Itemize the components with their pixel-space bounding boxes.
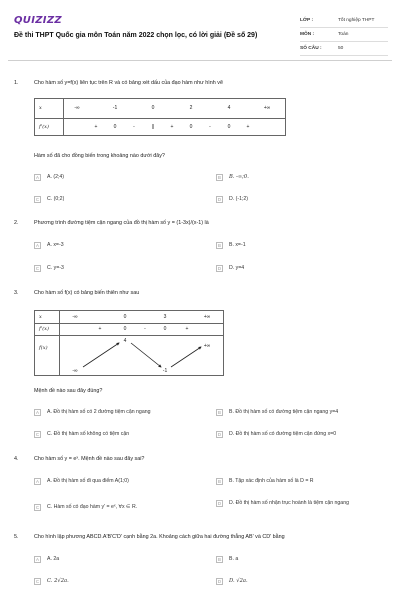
question-number: 4. bbox=[14, 456, 19, 462]
table-cell: + bbox=[94, 124, 98, 130]
answer-option-c[interactable] bbox=[34, 263, 64, 273]
answer-option-b[interactable] bbox=[216, 407, 338, 417]
option-letter-box: C bbox=[35, 504, 40, 510]
question-4 bbox=[14, 456, 386, 526]
option-text: B. -∞;0. bbox=[229, 173, 249, 180]
question-prompt: Mệnh đề nào sau đây đúng? bbox=[34, 388, 103, 394]
quizizz-logo: QUIZIZZ bbox=[14, 15, 62, 26]
answer-option-c[interactable] bbox=[34, 576, 69, 586]
table-head-f: f(x) bbox=[39, 345, 48, 351]
table-cell: +∞ bbox=[203, 343, 211, 349]
answer-option-a[interactable] bbox=[34, 407, 150, 417]
table-cell: - bbox=[144, 326, 146, 332]
option-letter-box: B bbox=[216, 242, 223, 249]
option-text: D. Đồ thị hàm số có đường tiệm cận đứng x=0 bbox=[229, 430, 337, 437]
option-letter-box: C bbox=[35, 578, 40, 584]
option-text: B. a bbox=[229, 555, 239, 562]
option-letter-box: A bbox=[34, 556, 41, 563]
meta-row-class bbox=[300, 14, 388, 28]
option-text: A. Đồ thị hàm số đi qua điểm A(1;0) bbox=[47, 477, 129, 484]
question-2 bbox=[14, 220, 386, 280]
answer-option-b[interactable] bbox=[216, 240, 246, 250]
meta-key: SỐ CÂU : bbox=[300, 46, 322, 51]
table-head-x: x bbox=[39, 314, 42, 320]
table-row-x bbox=[35, 99, 285, 119]
table-cell: 0 bbox=[163, 326, 167, 332]
option-text: D. (-1;2) bbox=[229, 195, 249, 202]
table-cell: 3 bbox=[163, 314, 167, 320]
answer-option-a[interactable] bbox=[34, 476, 129, 486]
option-text: A. x=-3 bbox=[47, 241, 64, 248]
answer-option-a[interactable] bbox=[34, 240, 64, 250]
answer-option-a[interactable] bbox=[34, 172, 64, 182]
option-letter-box: A bbox=[34, 478, 41, 485]
option-letter-box: B bbox=[216, 174, 223, 181]
option-letter-box: B bbox=[216, 556, 223, 563]
option-text: C. Đồ thị hàm số không có tiệm cận bbox=[47, 430, 130, 437]
table-cell: 0 bbox=[151, 105, 155, 111]
table-cell: -∞ bbox=[72, 314, 78, 320]
table-cell: + bbox=[246, 124, 250, 130]
answer-option-c[interactable] bbox=[34, 194, 64, 204]
variation-arrows bbox=[35, 335, 225, 377]
table-cell: 0 bbox=[113, 124, 117, 130]
table-head-fprime: f'(x) bbox=[39, 326, 49, 332]
answer-option-d[interactable] bbox=[216, 263, 244, 273]
table-cell: 2 bbox=[189, 105, 193, 111]
question-number: 1. bbox=[14, 80, 19, 86]
option-text: A. 2a bbox=[47, 555, 60, 562]
option-text: C. 2√2a. bbox=[47, 577, 69, 584]
option-letter-box: D bbox=[217, 265, 222, 271]
answer-option-d[interactable] bbox=[216, 429, 336, 439]
table-cell: + bbox=[185, 326, 189, 332]
table-head-x: x bbox=[39, 105, 42, 111]
answer-option-c[interactable] bbox=[34, 429, 129, 439]
table-cell: -∞ bbox=[72, 368, 78, 374]
option-text: D. y=4 bbox=[229, 264, 245, 271]
meta-key: MÔN : bbox=[300, 32, 315, 37]
option-text: D. √2a. bbox=[229, 577, 248, 584]
option-letter-box: A bbox=[34, 242, 41, 249]
option-text: B. Tập xác định của hàm số là D = R bbox=[229, 477, 314, 484]
question-prompt: Hàm số đã cho đồng biến trong khoảng nào dưới đây? bbox=[34, 153, 165, 159]
answer-option-a[interactable] bbox=[34, 554, 59, 564]
option-text: B. x=-1 bbox=[229, 241, 246, 248]
meta-row-count bbox=[300, 42, 388, 56]
table-cell: + bbox=[170, 124, 174, 130]
table-row-fprime bbox=[35, 118, 285, 137]
table-cell: -1 bbox=[162, 368, 168, 374]
table-cell: 4 bbox=[123, 338, 127, 344]
option-letter-box: D bbox=[217, 431, 222, 437]
variation-table bbox=[34, 310, 224, 376]
meta-value: Tốt nghiệp THPT bbox=[338, 18, 375, 23]
option-text: A. Đồ thị hàm số có 2 đường tiệm cận ngang bbox=[47, 408, 151, 415]
option-letter-box: C bbox=[35, 431, 40, 437]
meta-value: Toán bbox=[338, 32, 349, 37]
question-text: Cho hàm số f(x) có bảng biến thiên như sau bbox=[34, 290, 140, 296]
table-cell: -∞ bbox=[74, 105, 80, 111]
question-text: Cho hàm số y=f(x) liên tục trên R và có bảng xét dấu của đạo hàm như hình vẽ bbox=[34, 80, 223, 86]
option-text: C. Hàm số có đạo hàm y' = eˣ, ∀x ∈ R. bbox=[47, 503, 138, 510]
question-text: Phương trình đường tiệm cận ngang của đồ thị hàm số y = (1-3x)/(x-1) là bbox=[34, 220, 209, 226]
table-row-f bbox=[35, 335, 223, 377]
question-text: Cho hình lập phương ABCD.A'B'C'D' cạnh bằng 2a. Khoảng cách giữa hai đường thẳng AB' và CD' bằng bbox=[34, 534, 285, 540]
option-letter-box: B bbox=[216, 409, 223, 416]
meta-row-subject bbox=[300, 28, 388, 42]
option-letter-box: C bbox=[35, 196, 40, 202]
table-cell: 0 bbox=[227, 124, 231, 130]
question-5 bbox=[14, 534, 386, 594]
table-cell: + bbox=[98, 326, 102, 332]
answer-option-d[interactable] bbox=[216, 576, 248, 586]
table-cell: 0 bbox=[123, 326, 127, 332]
table-cell: || bbox=[151, 124, 155, 130]
answer-option-d[interactable] bbox=[216, 194, 248, 204]
table-cell: 0 bbox=[123, 314, 127, 320]
document-title: Đề thi THPT Quốc gia môn Toán năm 2022 chọn lọc, có lời giải (Đề số 29) bbox=[14, 32, 258, 39]
option-letter-box: A bbox=[34, 409, 41, 416]
option-letter-box: D bbox=[217, 196, 222, 202]
table-cell: -1 bbox=[112, 105, 118, 111]
answer-option-b[interactable] bbox=[216, 172, 249, 182]
answer-option-b[interactable] bbox=[216, 554, 238, 564]
option-letter-box: D bbox=[217, 501, 222, 506]
question-number: 2. bbox=[14, 220, 19, 226]
question-text: Cho hàm số y = eˣ. Mệnh đề nào sau đây sai? bbox=[34, 456, 145, 462]
header-divider bbox=[8, 60, 392, 61]
answer-option-c[interactable] bbox=[34, 502, 137, 512]
answer-option-b[interactable] bbox=[216, 476, 314, 486]
question-1 bbox=[14, 80, 386, 210]
table-cell: 0 bbox=[189, 124, 193, 130]
meta-info-box bbox=[300, 14, 388, 56]
option-text: B. Đồ thị hàm số có đường tiệm cận ngang y=4 bbox=[229, 408, 339, 415]
table-cell: +∞ bbox=[263, 105, 271, 111]
table-cell: 4 bbox=[227, 105, 231, 111]
table-cell: - bbox=[133, 124, 135, 130]
option-text: C. y=-3 bbox=[47, 264, 64, 271]
option-letter-box: B bbox=[216, 478, 223, 485]
option-text: D. Đồ thị hàm số nhận trục hoành là tiệm cận ngang bbox=[229, 500, 349, 506]
question-3 bbox=[14, 290, 386, 450]
option-letter-box: D bbox=[217, 578, 222, 584]
table-cell: +∞ bbox=[203, 314, 211, 320]
option-letter-box: A bbox=[34, 174, 41, 181]
table-cell: - bbox=[209, 124, 211, 130]
option-letter-box: C bbox=[35, 265, 40, 271]
meta-value: 50 bbox=[338, 46, 344, 51]
meta-key: LỚP : bbox=[300, 18, 314, 23]
table-head-fprime: f'(x) bbox=[39, 124, 49, 130]
option-text: A. (2;4) bbox=[47, 173, 65, 180]
question-number: 5. bbox=[14, 534, 19, 540]
question-number: 3. bbox=[14, 290, 19, 296]
answer-option-d[interactable] bbox=[216, 500, 379, 516]
option-text: C. (0;2) bbox=[47, 195, 65, 202]
sign-table bbox=[34, 98, 286, 136]
